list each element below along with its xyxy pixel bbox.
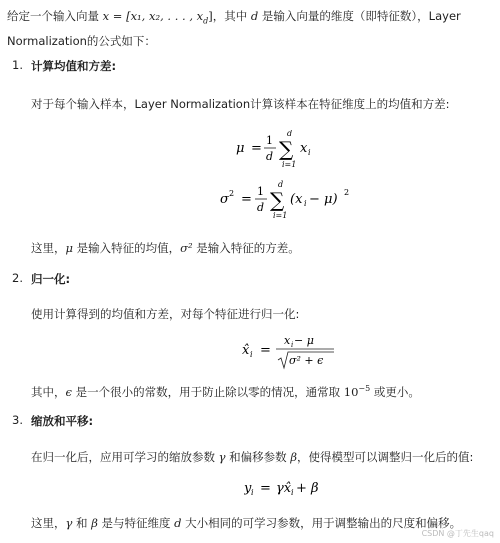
scale-rhs-rest: + β xyxy=(296,481,319,496)
section-1-number: 1. xyxy=(12,58,23,72)
equation-normalize xyxy=(242,330,342,377)
section-3-desc: 在归一化后，应用可学习的缩放参数 γ 和偏移参数 β，使得模型可以调整归一化后的值: xyxy=(31,450,474,464)
var-term-open: (x xyxy=(290,192,303,207)
section-1-desc: 对于每个输入样本，Layer Normalization计算该样本在特征维度上的均值和方差: xyxy=(31,97,450,111)
var-lhs-sup: 2 xyxy=(229,189,235,198)
var-term-sup: 2 xyxy=(344,188,350,197)
watermark: CSDN @丁先生qaq xyxy=(421,529,494,538)
norm-num-rest: − μ xyxy=(294,334,314,347)
norm-num-sub: i xyxy=(291,341,294,349)
section-3-number: 3. xyxy=(12,413,23,427)
section-3-note: 这里，γ 和 β 是与特征维度 d 大小相同的可学习参数，用于调整输出的尺度和偏移。 xyxy=(31,516,462,530)
var-term-sub: i xyxy=(304,199,307,208)
section-3-title: 缩放和平移: xyxy=(31,414,94,428)
mean-term-sub: i xyxy=(308,148,311,157)
var-frac-den: d xyxy=(257,201,265,214)
norm-lhs: x̂ xyxy=(242,343,250,358)
equation-mean-svg xyxy=(236,130,346,170)
mean-frac-num: 1 xyxy=(266,134,273,147)
equation-normalize-svg xyxy=(242,330,342,374)
equation-variance-svg xyxy=(220,179,360,223)
norm-lhs-sub: i xyxy=(250,350,253,359)
section-2-number: 2. xyxy=(12,271,23,285)
var-lhs: σ xyxy=(220,192,229,207)
scale-lhs-sub: i xyxy=(251,488,254,497)
sum-icon: ∑ xyxy=(279,137,294,161)
var-term-rest: − μ) xyxy=(309,192,338,207)
mean-lhs: μ xyxy=(236,141,245,156)
equation-scale xyxy=(244,477,334,504)
scale-rhs: γx̂ xyxy=(276,481,292,496)
var-frac-num: 1 xyxy=(257,185,264,198)
scale-lhs: y xyxy=(244,481,252,496)
var-eq: = xyxy=(241,192,252,207)
mean-term: x xyxy=(300,141,308,156)
norm-num-x: x xyxy=(284,334,291,347)
mean-eq: = xyxy=(251,141,262,156)
norm-eq: = xyxy=(260,343,271,358)
scale-rhs-sub: i xyxy=(291,488,294,497)
mean-frac-den: d xyxy=(266,150,274,163)
var-sum-top: d xyxy=(278,180,284,189)
equation-mean xyxy=(236,130,346,169)
var-sum-bot: i=1 xyxy=(273,211,288,220)
mean-sum-top: d xyxy=(287,130,293,138)
sum-icon: ∑ xyxy=(270,188,285,212)
section-2-note: 其中，ϵ 是一个很小的常数，用于防止除以零的情况，通常取 $10^{-5}$ 或更小。 xyxy=(31,384,420,399)
norm-den: σ² + ϵ xyxy=(289,354,324,367)
section-1-note: 这里，μ 是输入特征的均值，σ² 是输入特征的方差。 xyxy=(31,241,300,255)
scale-eq: = xyxy=(260,481,271,496)
section-2-title: 归一化: xyxy=(31,272,71,286)
vector-x: x = [x₁, x₂, . . . , $x_d$] xyxy=(102,9,213,26)
equation-scale-svg xyxy=(244,477,334,501)
intro-paragraph: 给定一个输入向量 x = [x₁, x₂, . . . , $x_d$]，其中 d 是输入向量的维度（即特征数），Layer Normalization的公式如下： xyxy=(7,9,461,49)
mean-sum-bot: i=1 xyxy=(282,160,297,169)
equation-variance xyxy=(220,179,360,226)
section-1-title: 计算均值和方差: xyxy=(31,59,117,73)
section-2-desc: 使用计算得到的均值和方差，对每个特征进行归一化: xyxy=(31,307,300,321)
